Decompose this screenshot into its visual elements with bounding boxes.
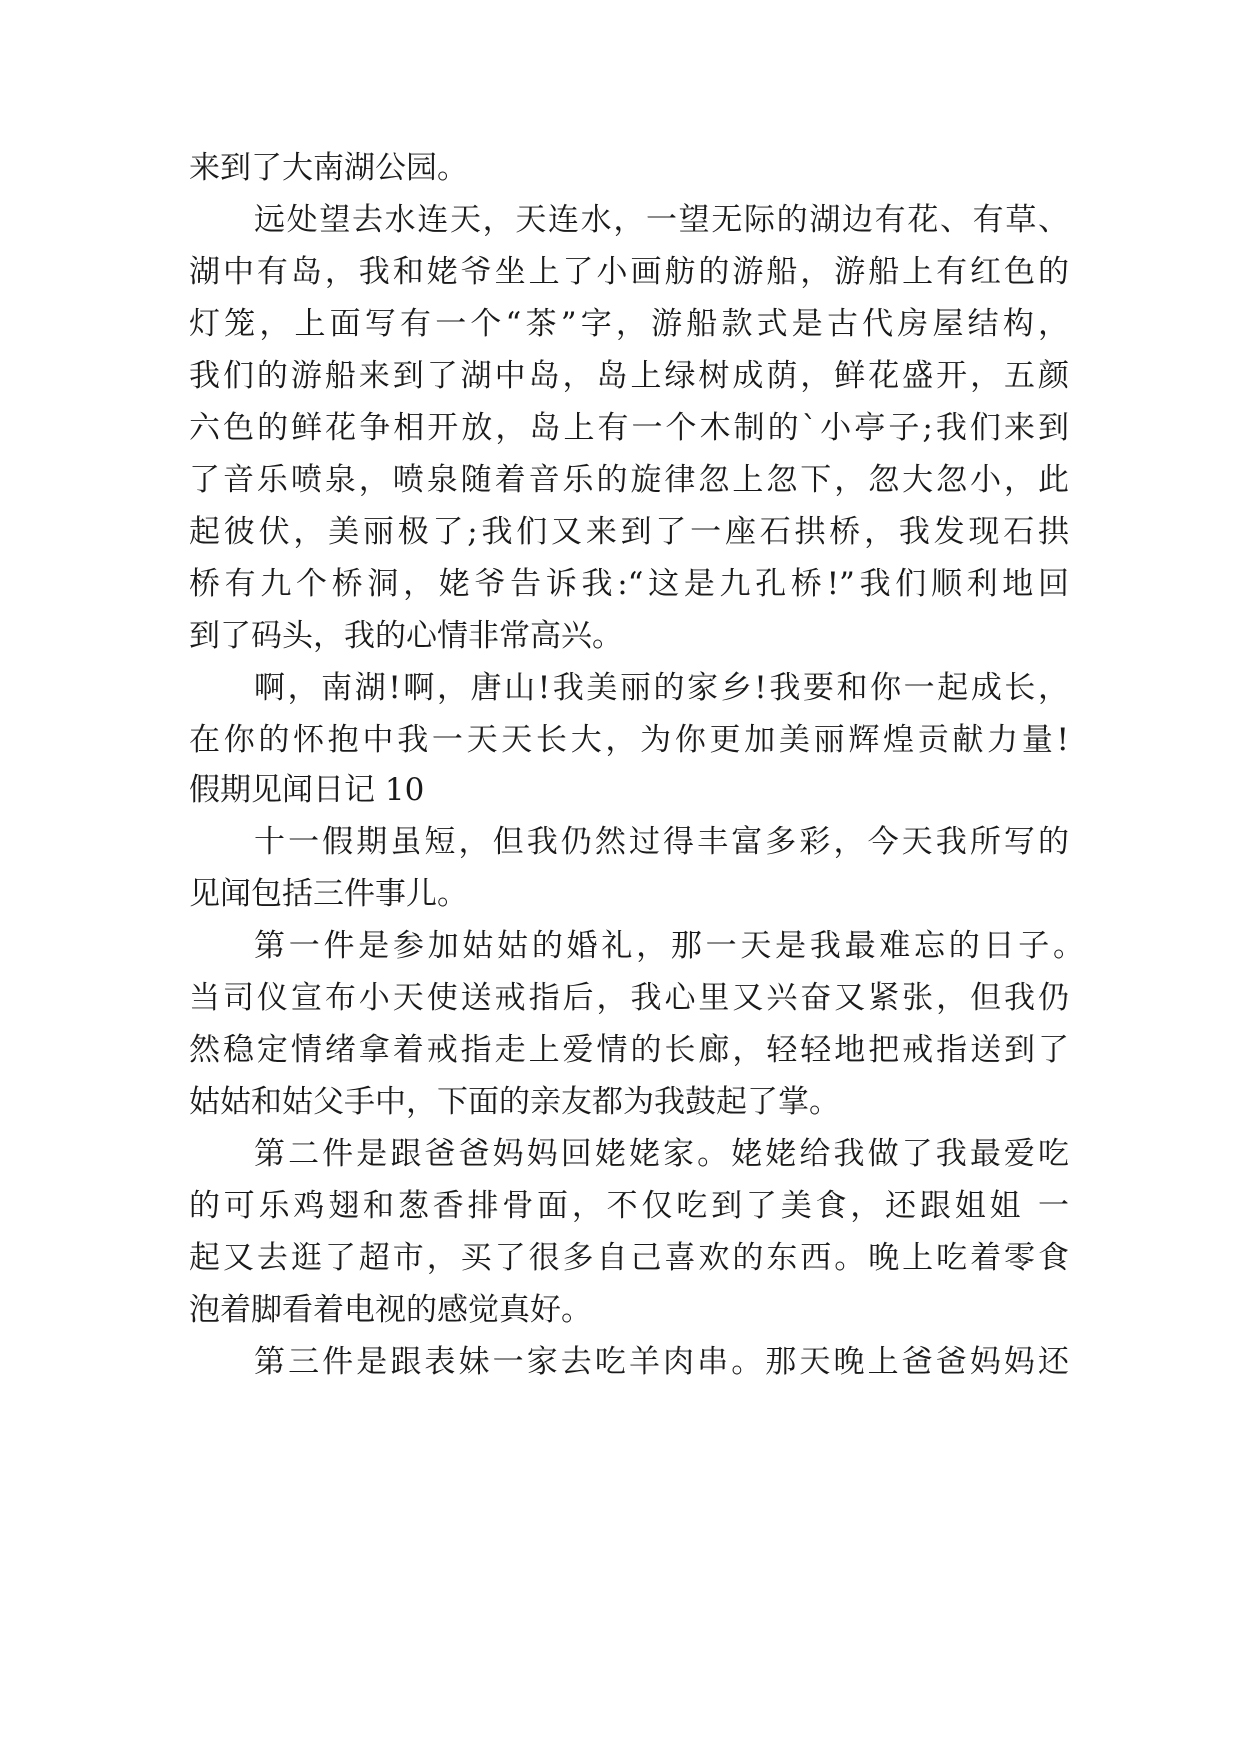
text-line: 起彼伏，美丽极了;我们又来到了一座石拱桥，我发现石拱: [189, 514, 1069, 550]
text-line: 了音乐喷泉，喷泉随着音乐的旋律忽上忽下，忽大忽小，此: [189, 462, 1069, 498]
text-line: 湖中有岛，我和姥爷坐上了小画舫的游船，游船上有红色的: [189, 254, 1069, 290]
paragraph-start-line: 啊，南湖!啊，唐山!我美丽的家乡!我要和你一起成长，: [254, 670, 1069, 706]
text-line: 见闻包括三件事儿。: [189, 876, 468, 912]
text-line: 桥有九个桥洞，姥爷告诉我:“这是九孔桥!”我们顺利地回: [189, 566, 1069, 602]
text-line: 到了码头，我的心情非常高兴。: [189, 618, 623, 654]
text-line: 我们的游船来到了湖中岛，岛上绿树成荫，鲜花盛开，五颜: [189, 358, 1069, 394]
text-line: 姑姑和姑父手中，下面的亲友都为我鼓起了掌。: [189, 1084, 840, 1120]
paragraph-start-line: 十一假期虽短，但我仍然过得丰富多彩，今天我所写的: [254, 824, 1069, 860]
paragraph-start-line: 远处望去水连天，天连水，一望无际的湖边有花、有草、: [254, 202, 1069, 238]
text-line: 起又去逛了超市，买了很多自己喜欢的东西。晚上吃着零食: [189, 1240, 1069, 1276]
text-line: 当司仪宣布小天使送戒指后，我心里又兴奋又紧张，但我仍: [189, 980, 1069, 1016]
paragraph-start-line: 第三件是跟表妹一家去吃羊肉串。那天晚上爸爸妈妈还: [254, 1344, 1069, 1380]
text-line: 泡着脚看着电视的感觉真好。: [189, 1292, 592, 1328]
paragraph-start-line: 第一件是参加姑姑的婚礼，那一天是我最难忘的日子。: [254, 928, 1084, 964]
text-line: 六色的鲜花争相开放，岛上有一个木制的`小亭子;我们来到: [189, 410, 1069, 446]
section-heading: 假期见闻日记 10: [189, 772, 425, 808]
paragraph-start-line: 第二件是跟爸爸妈妈回姥姥家。姥姥给我做了我最爱吃: [254, 1136, 1069, 1172]
text-line: 然稳定情绪拿着戒指走上爱情的长廊，轻轻地把戒指送到了: [189, 1032, 1069, 1068]
text-line: 在你的怀抱中我一天天长大，为你更加美丽辉煌贡献力量!: [189, 722, 1069, 758]
text-line: 灯笼，上面写有一个“茶”字，游船款式是古代房屋结构，: [189, 306, 1069, 342]
text-line: 的可乐鸡翅和葱香排骨面，不仅吃到了美食，还跟姐姐 一: [189, 1188, 1069, 1224]
text-line: 来到了大南湖公园。: [189, 150, 468, 186]
